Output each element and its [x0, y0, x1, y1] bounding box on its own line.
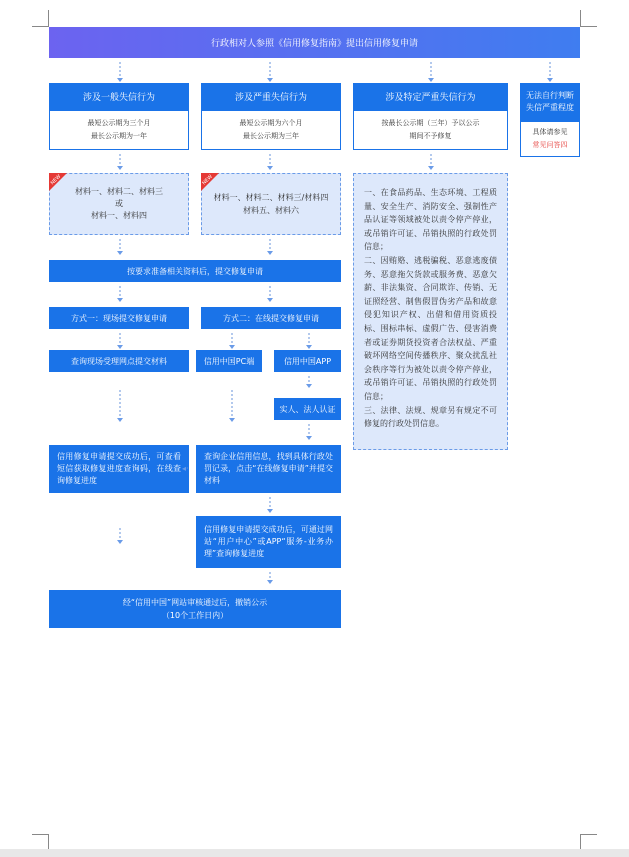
new-badge — [49, 173, 67, 191]
arrow-down — [267, 572, 273, 584]
arrow-down — [267, 239, 273, 255]
arrow-down — [306, 376, 312, 388]
app-platform: 信用中国APP — [274, 350, 341, 372]
online-progress-note: 信用修复申请提交成功后，可通过网站“用户中心”或APP“服务-业务办理”查询修复进度 — [196, 516, 341, 568]
period-line: 最短公示期为三个月 — [87, 119, 151, 127]
new-badge — [201, 173, 219, 191]
final-line: （10个工作日内） — [161, 611, 229, 620]
materials-serious — [201, 173, 341, 235]
new-badge-text: NEW — [49, 173, 63, 187]
arrow-down — [117, 390, 123, 422]
materials-line: 材料一、材料二、材料三 — [75, 187, 163, 196]
onsite-query: 查询现场受理网点提交材料 — [49, 350, 189, 372]
materials-general — [49, 173, 189, 235]
arrow-down — [267, 62, 273, 82]
arrow-down — [267, 154, 273, 170]
header-line: 失信严重程度 — [526, 103, 574, 112]
arrow-down — [267, 286, 273, 302]
specific-serious-list: 一、在食品药品、生态环境、工程质量、安全生产、消防安全、强制性产品认证等领域被处以责令停产停业，或吊销许可证、吊销执照的行政处罚信息； 二、因贿赂、逃税骗税、恶意逃废债务、恶意拖欠货款或服务费、恶意欠薪、非法集资、合同欺诈、传销、无证照经营、制售假冒伪劣产品和故意侵犯知识产权、出借和借用资质投标、围标串标、虚假广告、侵害消费者或证券期货投资者合法权益、严重破坏网络空间传播秩序、聚众扰乱社会秩序等行为被处以责令停产停业，或吊销许可证、吊销执照的行政处罚信息； 三、法律、法规、规章另有规定不可修复的行政处罚信息。 — [353, 173, 508, 450]
arrow-down — [229, 333, 235, 349]
prepare-and-submit: 按要求准备相关资料后，提交修复申请 — [49, 260, 341, 282]
serious-dishonesty-header: 涉及严重失信行为 — [201, 83, 341, 110]
arrow-down — [117, 286, 123, 302]
page-bottom-bar — [0, 849, 629, 857]
arrow-down — [229, 390, 235, 422]
arrow-down — [306, 333, 312, 349]
period-line: 期间不予修复 — [409, 132, 452, 140]
materials-line: 材料五、材料六 — [243, 206, 299, 215]
arrow-down — [267, 497, 273, 513]
period-line: 最长公示期为三年 — [243, 132, 299, 140]
materials-line: 材料一、材料四 — [91, 211, 147, 220]
arrow-down — [428, 62, 434, 82]
general-dishonesty-header: 涉及一般失信行为 — [49, 83, 189, 110]
faq-four-link[interactable]: 常见问答四 — [532, 141, 568, 149]
identity-auth: 实人、法人认证 — [274, 398, 341, 420]
online-submit-steps: 查询企业信用信息，找到具体行政处罚记录，点击“在线修复申请”并提交材料 — [196, 445, 341, 493]
arrow-down — [117, 333, 123, 349]
period-line: 最长公示期为一年 — [91, 132, 147, 140]
arrow-down — [306, 424, 312, 440]
unknown-severity-body — [520, 121, 580, 157]
unknown-severity-header — [520, 83, 580, 121]
pc-platform: 信用中国PC端 — [196, 350, 262, 372]
method-onsite: 方式一：现场提交修复申请 — [49, 307, 189, 329]
header-line: 无法自行判断 — [526, 91, 574, 100]
period-line: 按最长公示期（三年）予以公示 — [381, 119, 480, 127]
method-online: 方式二：在线提交修复申请 — [201, 307, 341, 329]
flow-title: 行政相对人参照《信用修复指南》提出信用修复申请 — [49, 27, 580, 58]
see-also-label: 具体请参见 — [532, 128, 568, 136]
serious-dishonesty-period — [201, 110, 341, 150]
general-dishonesty-period — [49, 110, 189, 150]
period-line: 最短公示期为六个月 — [239, 119, 303, 127]
specific-serious-period — [353, 110, 508, 150]
arrow-down — [547, 62, 553, 82]
final-line: 经“信用中国”网站审核通过后，撤销公示 — [122, 598, 268, 607]
onsite-progress-note: 信用修复申请提交成功后，可查看短信获取修复进度查询码，在线查询修复进度 — [49, 445, 189, 493]
arrow-down — [428, 154, 434, 170]
arrow-down — [117, 62, 123, 82]
crop-mark-top-left — [32, 10, 49, 27]
new-badge-text: NEW — [201, 173, 214, 187]
arrow-down — [117, 239, 123, 255]
crop-mark-top-right — [580, 10, 597, 27]
specific-serious-header: 涉及特定严重失信行为 — [353, 83, 508, 110]
materials-line: 或 — [115, 199, 123, 208]
final-revoke-publicity — [49, 590, 341, 628]
arrow-left: ◂· — [182, 464, 189, 473]
materials-line: 材料一、材料二、材料三/材料四 — [213, 193, 329, 202]
arrow-down — [117, 528, 123, 544]
arrow-down — [117, 154, 123, 170]
